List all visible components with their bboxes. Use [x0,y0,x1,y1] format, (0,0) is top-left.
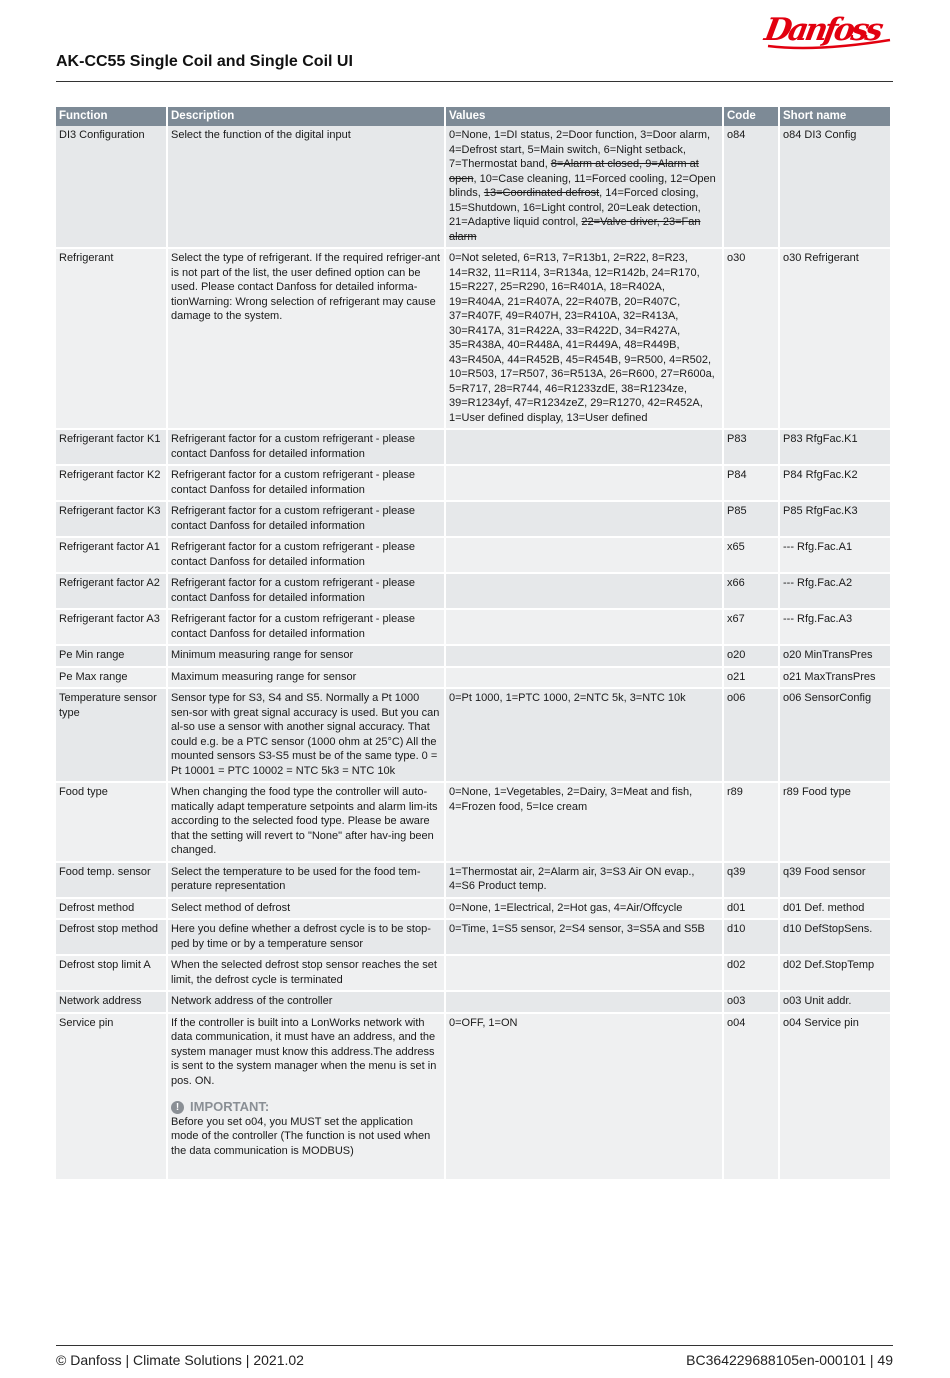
values-text-struck: 13=Coordinated defrost [483,187,600,199]
cell-values [446,689,724,783]
cell-short-name: o21 MaxTransPres [780,668,892,690]
description-text: Sensor type for S3, S4 and S5. Normally a Pt 1000 sen-sor with great signal accuracy is used. But you can al-so use a sensor with another signal accuracy. That could e.g. be a PTC sensor (1000 ohm at 25°C) All the mounted sensors S3-S5 must be of the same type. 0 = Pt 10001 = PTC 10002 = NTC 5k3 = NTC 10k [171,692,440,777]
description-text: Network address of the controller [171,995,333,1007]
cell-description [168,502,446,538]
description-text: Select the type of refrigerant. If the required refriger-ant is not part of the list, the user defined option can be used. Please contact Danfoss for detailed informa-tionWarning: Wrong selection of refrigerant may cause damage to the system. [171,252,441,322]
cell-description [168,863,446,899]
cell-values [446,430,724,466]
cell-values [446,126,724,249]
footer-doc-number: BC364229688105en-000101 | 49 [686,1352,893,1368]
cell-short-name: --- Rfg.Fac.A2 [780,574,892,610]
table-row [56,992,892,1014]
column-header-function: Function [56,107,168,126]
column-header-description: Description [168,107,446,126]
cell-description [168,646,446,668]
parameter-table [56,107,892,1181]
cell-values [446,668,724,690]
cell-description [168,430,446,466]
description-text: Select method of defrost [171,901,291,914]
cell-values [446,610,724,646]
cell-function: Pe Min range [56,646,168,668]
cell-short-name: d01 Def. method [780,899,892,921]
description-text: Select the temperature to be used for the food tem-perature representation [171,865,421,892]
table-row [56,466,892,502]
cell-function: Defrost stop limit A [56,956,168,992]
cell-values [446,992,724,1014]
cell-code: d02 [724,956,780,992]
cell-code: q39 [724,863,780,899]
values-text: , 10=Case cleaning, 11=Forced cooling, 12=Open blinds, [449,172,716,199]
values-text: 0=Time, 1=S5 sensor, 2=S4 sensor, 3=S5A and S5B [449,923,705,935]
cell-values [446,1014,724,1182]
cell-code: P83 [724,430,780,466]
table-row [56,646,892,668]
description-text: Refrigerant factor for a custom refrigerant - please contact Danfoss for detailed information [171,469,415,496]
cell-code: o84 [724,126,780,249]
cell-short-name: --- Rfg.Fac.A3 [780,610,892,646]
description-text: Here you define whether a defrost cycle is to be stop-ped by time or by a temperature sensor [171,923,431,950]
cell-code: x66 [724,574,780,610]
cell-description [168,992,446,1014]
cell-function: Defrost stop method [56,920,168,956]
cell-description [168,574,446,610]
cell-code: o06 [724,689,780,783]
table-row [56,899,892,921]
cell-function: Refrigerant [56,249,168,430]
cell-short-name: o20 MinTransPres [780,646,892,668]
cell-code: r89 [724,783,780,863]
cell-description [168,783,446,863]
values-text: 0=None, 1=DI status, 2=Door function, 3=Door alarm, 4=Defrost start, 5=Main switch, 6=Night setback, 7=Thermostat band, [449,129,711,170]
values-text: 0=Pt 1000, 1=PTC 1000, 2=NTC 5k, 3=NTC 10k [449,692,686,704]
table-row [56,863,892,899]
values-text-struck: 22=Valve driver, 23=Fan alarm [449,216,701,243]
description-text: Refrigerant factor for a custom refrigerant - please contact Danfoss for detailed information [171,505,415,532]
table-row [56,126,892,249]
description-text: Maximum measuring range for sensor [171,670,357,683]
cell-short-name: P83 RfgFac.K1 [780,430,892,466]
cell-code: P85 [724,502,780,538]
cell-short-name: q39 Food sensor [780,863,892,899]
cell-short-name: P84 RfgFac.K2 [780,466,892,502]
table-row [56,668,892,690]
table-body [56,126,892,1181]
cell-code: d01 [724,899,780,921]
cell-values [446,920,724,956]
cell-function: Pe Max range [56,668,168,690]
cell-code: o20 [724,646,780,668]
cell-short-name: r89 Food type [780,783,892,863]
cell-code: d10 [724,920,780,956]
table-header-row [56,107,892,126]
cell-short-name: o84 DI3 Config [780,126,892,249]
description-text: Refrigerant factor for a custom refrigerant - please contact Danfoss for detailed information [171,577,415,604]
exclamation-icon: ! [171,1101,184,1114]
description-text: Refrigerant factor for a custom refrigerant - please contact Danfoss for detailed information [171,613,415,640]
danfoss-logo-graphic [761,2,894,56]
svg-text:Danfoss: Danfoss [761,12,887,48]
table-row [56,249,892,430]
cell-short-name: d10 DefStopSens. [780,920,892,956]
cell-code: P84 [724,466,780,502]
cell-short-name: o30 Refrigerant [780,249,892,430]
cell-function: Service pin [56,1014,168,1182]
table-row [56,689,892,783]
cell-description [168,920,446,956]
cell-values [446,249,724,430]
cell-description [168,466,446,502]
cell-values [446,783,724,863]
description-text: If the controller is built into a LonWorks network with data communication, it must have an address, and the system manager must know this address.The address is sent to the system manager when the menu is set in pos. ON. [171,1016,437,1087]
cell-values [446,538,724,574]
cell-description [168,899,446,921]
cell-code: o30 [724,249,780,430]
table-row [56,1014,892,1182]
column-header-code: Code [724,107,780,126]
values-text-struck: 8=Alarm at closed, 9=Alarm at open [449,158,699,185]
header-rule [56,81,893,82]
cell-description [168,538,446,574]
cell-short-name: --- Rfg.Fac.A1 [780,538,892,574]
column-header-short-name: Short name [780,107,892,126]
cell-function: Network address [56,992,168,1014]
values-text: 0=None, 1=Electrical, 2=Hot gas, 4=Air/Offcycle [449,901,683,914]
cell-short-name: o06 SensorConfig [780,689,892,783]
cell-function: Defrost method [56,899,168,921]
cell-description [168,668,446,690]
cell-function: Refrigerant factor A2 [56,574,168,610]
cell-values [446,502,724,538]
description-text: When the selected defrost stop sensor reaches the set limit, the defrost cycle is terminated [171,959,437,986]
cell-code: o21 [724,668,780,690]
values-text: 0=OFF, 1=ON [449,1016,518,1029]
cell-values [446,863,724,899]
cell-code: o03 [724,992,780,1014]
cell-function: Refrigerant factor K3 [56,502,168,538]
cell-values [446,466,724,502]
description-text: When changing the food type the controller will auto-matically adapt temperature setpoints and alarm lim-its according to the selected food type. Please be aware that the setting will revert to "None" after hav-ing been changed. [171,786,438,856]
cell-short-name: o03 Unit addr. [780,992,892,1014]
danfoss-logo [761,2,894,56]
cell-values [446,646,724,668]
description-text: Refrigerant factor for a custom refrigerant - please contact Danfoss for detailed information [171,433,415,460]
description-text: Select the function of the digital input [171,129,351,141]
cell-function: Refrigerant factor A3 [56,610,168,646]
cell-description [168,689,446,783]
description-text: Refrigerant factor for a custom refrigerant - please contact Danfoss for detailed information [171,541,415,568]
cell-description [168,1014,446,1182]
cell-function: Food temp. sensor [56,863,168,899]
cell-function: Food type [56,783,168,863]
footer-copyright: © Danfoss | Climate Solutions | 2021.02 [56,1352,304,1368]
column-header-values: Values [446,107,724,126]
cell-code: x65 [724,538,780,574]
table-row [56,956,892,992]
cell-function: Refrigerant factor A1 [56,538,168,574]
cell-description [168,249,446,430]
cell-description [168,126,446,249]
table-row [56,538,892,574]
cell-short-name: o04 Service pin [780,1014,892,1182]
table-row [56,574,892,610]
cell-values [446,899,724,921]
cell-description [168,956,446,992]
table-row [56,783,892,863]
cell-code: x67 [724,610,780,646]
values-text: , 14=Forced closing, 15=Shutdown, 16=Light control, 20=Leak detection, 21=Adaptive liquid control, [449,187,701,228]
cell-values [446,574,724,610]
cell-function: Refrigerant factor K1 [56,430,168,466]
cell-function: Temperature sensor type [56,689,168,783]
cell-short-name: P85 RfgFac.K3 [780,502,892,538]
cell-description [168,610,446,646]
cell-function: Refrigerant factor K2 [56,466,168,502]
cell-function: DI3 Configuration [56,126,168,249]
description-text: Minimum measuring range for sensor [171,649,354,661]
important-heading [171,1100,441,1115]
table-row [56,502,892,538]
cell-code: o04 [724,1014,780,1182]
table-row [56,430,892,466]
cell-short-name: d02 Def.StopTemp [780,956,892,992]
table-row [56,610,892,646]
page-title: AK-CC55 Single Coil and Single Coil UI [56,53,353,70]
values-text: 0=Not seleted, 6=R13, 7=R13b1, 2=R22, 8=R23, 14=R32, 11=R114, 3=R134a, 12=R142b, 24=R170, 15=R227, 25=R290, 16=R401A, 18=R402A, 19=R404A, 21=R407A, 22=R407B, 20=R407C, 37=R407F, 49=R407H, 23=R410A, 32=R413A, 30=R417A, 31=R422A, 33=R422D, 34=R427A, 35=R438A, 40=R448A, 41=R449A, 48=R449B, 43=R450A, 44=R452B, 45=R454B, 9=R500, 4=R502, 10=R503, 17=R507, 36=R513A, 26=R600, 27=R600a, 5=R717, 28=R744, 46=R1233zdE, 38=R1234ze, 39=R1234yf, 47=R1234zeZ, 29=R1270, 42=R452A, 1=User defined display, 13=User defined [449,252,715,424]
table-row [56,920,892,956]
important-text: Before you set o04, you MUST set the application mode of the controller (The function is not used when the data communication is MODBUS) [171,1115,431,1157]
cell-values [446,956,724,992]
values-text: 1=Thermostat air, 2=Alarm air, 3=S3 Air ON evap., 4=S6 Product temp. [449,865,695,892]
important-label: IMPORTANT: [190,1099,270,1114]
values-text: 0=None, 1=Vegetables, 2=Dairy, 3=Meat and fish, 4=Frozen food, 5=Ice cream [449,786,693,813]
footer-rule [56,1345,893,1346]
